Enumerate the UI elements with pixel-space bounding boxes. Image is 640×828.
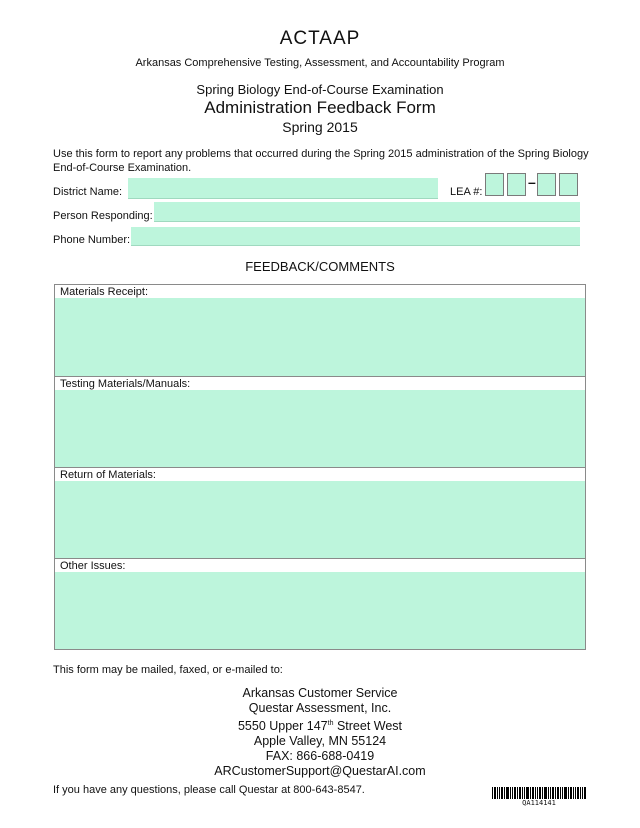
- address-city: Apple Valley, MN 55124: [253, 734, 387, 749]
- district-label: District Name:: [53, 186, 123, 198]
- section-label: Return of Materials:: [55, 467, 585, 481]
- testing-materials-textarea[interactable]: [55, 390, 585, 467]
- form-title: Administration Feedback Form: [204, 98, 436, 117]
- lea-digit-3[interactable]: [537, 173, 556, 196]
- address-line-2: Questar Assessment, Inc.: [248, 701, 392, 715]
- lea-digit-1[interactable]: [485, 173, 504, 196]
- term: Spring 2015: [282, 119, 358, 135]
- phone-field[interactable]: [131, 227, 580, 246]
- section-return-of-materials: [54, 467, 586, 558]
- section-other-issues: [54, 558, 586, 650]
- mailing-intro: This form may be mailed, faxed, or e-mailed to:: [53, 664, 283, 676]
- return-of-materials-textarea[interactable]: [55, 481, 585, 558]
- fax-number: FAX: 866-688-0419: [265, 749, 375, 764]
- exam-name: Spring Biology End-of-Course Examination: [196, 82, 444, 97]
- feedback-heading: FEEDBACK/COMMENTS: [245, 259, 395, 274]
- section-label: Materials Receipt:: [55, 284, 585, 298]
- mailing-address: [0, 686, 640, 779]
- section-label: Other Issues:: [55, 558, 585, 572]
- materials-receipt-textarea[interactable]: [55, 298, 585, 376]
- lea-digit-2[interactable]: [507, 173, 526, 196]
- barcode: [492, 787, 586, 808]
- person-label: Person Responding:: [53, 210, 153, 222]
- lea-label: LEA #:: [450, 186, 483, 198]
- email-address[interactable]: ARCustomerSupport@QuestarAI.com: [214, 764, 426, 779]
- logo: [0, 28, 640, 50]
- address-line-1: Arkansas Customer Service: [242, 686, 398, 700]
- district-field[interactable]: [128, 178, 438, 199]
- address-street: 5550 Upper 147th Street West: [237, 719, 403, 734]
- barcode-icon: [492, 787, 586, 799]
- lea-separator: –: [528, 174, 536, 190]
- logo-text: ACTAAP: [279, 28, 361, 49]
- person-field[interactable]: [154, 202, 580, 222]
- barcode-id: QA114141: [522, 799, 556, 807]
- section-testing-materials: [54, 376, 586, 467]
- section-label: Testing Materials/Manuals:: [55, 376, 585, 390]
- lea-digit-4[interactable]: [559, 173, 578, 196]
- instructions: Use this form to report any problems that occurred during the Spring 2015 administration of the Spring Biology End-of-Course Examination.: [53, 148, 589, 174]
- phone-label: Phone Number:: [53, 234, 131, 246]
- questions-text: If you have any questions, please call Questar at 800-643-8547.: [53, 784, 365, 796]
- other-issues-textarea[interactable]: [55, 572, 585, 649]
- program-name: Arkansas Comprehensive Testing, Assessment, and Accountability Program: [135, 57, 505, 69]
- section-materials-receipt: [54, 284, 586, 376]
